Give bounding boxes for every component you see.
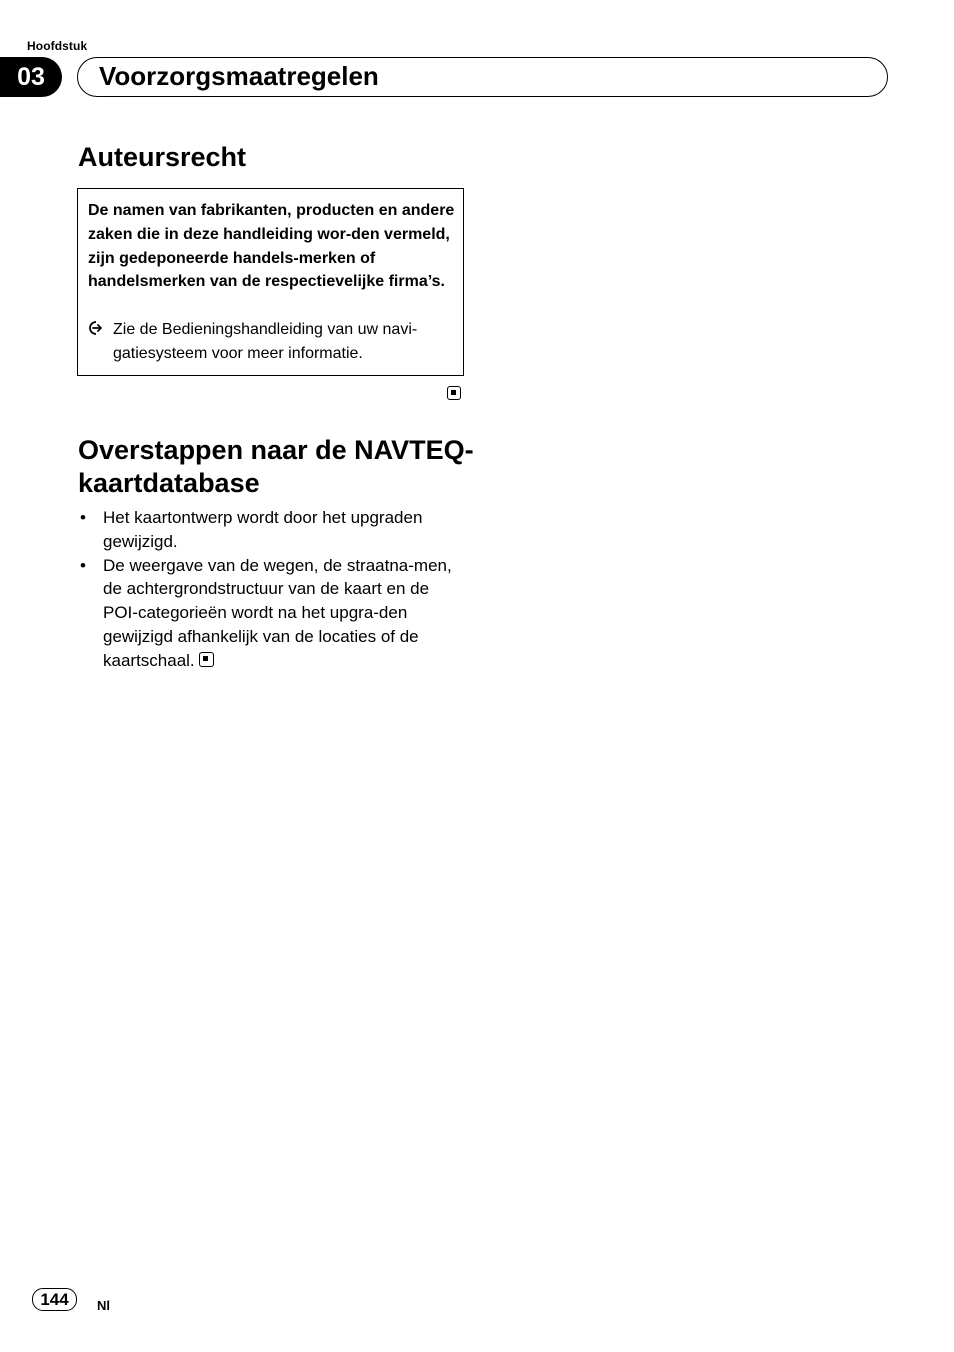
section-heading-navteq: Overstappen naar de NAVTEQ-kaartdatabase [78, 435, 474, 498]
list-item-text: Het kaartontwerp wordt door het upgraden gewijzigd. [103, 508, 423, 551]
page-number: 144 [32, 1288, 77, 1311]
chapter-title: Voorzorgsmaatregelen [99, 61, 379, 91]
list-item-text: De weergave van de wegen, de straatna-men, de achtergrondstructuur van de kaart en de POI-categorieën wordt na het upgra-den gewijzigd afhankelijk van de locaties of de kaartschaal. [103, 555, 452, 670]
language-code: Nl [97, 1298, 110, 1313]
section-heading-copyright: Auteursrecht [78, 142, 247, 172]
bullet-icon: • [80, 555, 86, 575]
navteq-bullet-list [78, 506, 464, 673]
copyright-note-text: Zie de Bedieningshandleiding van uw navi-gatiesysteem voor meer informatie. [113, 321, 418, 362]
copyright-note [88, 318, 456, 366]
arrow-right-circle-icon [88, 320, 104, 336]
end-of-section-icon [199, 652, 214, 667]
list-item [78, 554, 464, 673]
bullet-icon: • [80, 508, 86, 527]
chapter-number-badge: 03 [0, 57, 62, 97]
list-item [78, 506, 464, 554]
end-of-section-icon [447, 386, 461, 400]
copyright-notice-text: De namen van fabrikanten, producten en andere zaken die in deze handleiding wor-den vermeld, zijn gedeponeerde handels-merken of handelsmerken van de respectievelijke firma’s. [88, 202, 455, 291]
chapter-label: Hoofdstuk [27, 39, 88, 53]
